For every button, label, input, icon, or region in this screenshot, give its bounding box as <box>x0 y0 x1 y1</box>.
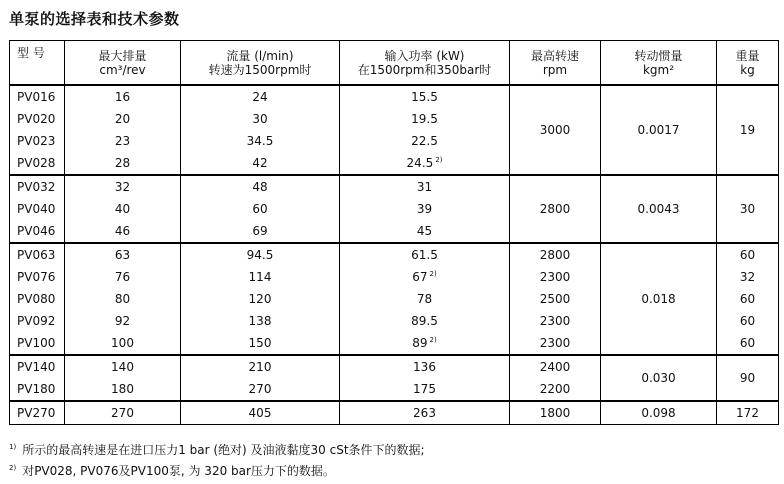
max-speed-cell: 2200 <box>510 378 601 401</box>
flow-cell: 150 <box>181 332 340 355</box>
displacement-cell: 140 <box>65 355 181 378</box>
power-cell <box>340 355 510 378</box>
footnote-mark: 1) <box>9 443 17 451</box>
power-cell <box>340 198 510 220</box>
flow-cell: 24 <box>181 85 340 108</box>
power-value: 15.5 <box>411 90 438 104</box>
power-value: 89 <box>412 336 428 350</box>
power-value: 24.5 <box>406 156 434 170</box>
table-row <box>10 355 779 378</box>
column-header <box>181 41 340 86</box>
displacement-cell: 16 <box>65 85 181 108</box>
weight-cell: 172 <box>717 401 779 425</box>
footnote <box>9 438 425 459</box>
power-cell <box>340 401 510 425</box>
footnote-marker: 2) <box>429 270 437 278</box>
model-cell: PV023 <box>10 130 65 152</box>
model-cell: PV028 <box>10 152 65 175</box>
displacement-cell: 63 <box>65 243 181 266</box>
inertia-cell: 0.018 <box>601 243 717 355</box>
flow-cell: 138 <box>181 310 340 332</box>
model-cell: PV063 <box>10 243 65 266</box>
power-cell <box>340 243 510 266</box>
model-cell: PV016 <box>10 85 65 108</box>
displacement-cell: 270 <box>65 401 181 425</box>
flow-cell: 69 <box>181 220 340 243</box>
table-row <box>10 401 779 425</box>
inertia-cell: 0.098 <box>601 401 717 425</box>
displacement-cell: 76 <box>65 266 181 288</box>
column-header-title: 最大排量 <box>98 48 147 63</box>
power-value: 61.5 <box>411 248 438 262</box>
max-speed-cell: 2400 <box>510 355 601 378</box>
power-cell <box>340 310 510 332</box>
column-header-title: 最高转速 <box>530 48 579 63</box>
model-cell: PV046 <box>10 220 65 243</box>
max-speed-cell: 2800 <box>510 243 601 266</box>
weight-cell: 60 <box>717 243 779 266</box>
model-cell: PV092 <box>10 310 65 332</box>
weight-cell: 60 <box>717 288 779 310</box>
flow-cell: 114 <box>181 266 340 288</box>
inertia-cell: 0.0043 <box>601 175 717 243</box>
column-header-unit: cm³/rev <box>99 62 146 77</box>
power-cell <box>340 378 510 401</box>
table-row <box>10 175 779 198</box>
pump-selection-table <box>9 40 779 425</box>
displacement-cell: 80 <box>65 288 181 310</box>
inertia-cell: 0.0017 <box>601 85 717 175</box>
power-cell <box>340 175 510 198</box>
model-cell: PV140 <box>10 355 65 378</box>
max-speed-cell: 2800 <box>510 175 601 243</box>
column-header <box>601 41 717 86</box>
weight-cell: 90 <box>717 355 779 401</box>
displacement-cell: 23 <box>65 130 181 152</box>
displacement-cell: 46 <box>65 220 181 243</box>
max-speed-cell: 2300 <box>510 310 601 332</box>
flow-cell: 60 <box>181 198 340 220</box>
page-title: 单泵的选择表和技术参数 <box>9 10 180 28</box>
column-header-title: 型 号 <box>17 46 45 60</box>
model-cell: PV020 <box>10 108 65 130</box>
displacement-cell: 20 <box>65 108 181 130</box>
displacement-cell: 92 <box>65 310 181 332</box>
flow-cell: 94.5 <box>181 243 340 266</box>
flow-cell: 210 <box>181 355 340 378</box>
power-value: 45 <box>416 224 433 238</box>
table-header-row <box>10 41 779 86</box>
model-cell: PV270 <box>10 401 65 425</box>
power-cell <box>340 152 510 175</box>
weight-cell: 32 <box>717 266 779 288</box>
power-value: 78 <box>416 292 433 306</box>
column-header-unit: kgm² <box>642 62 675 77</box>
displacement-cell: 32 <box>65 175 181 198</box>
power-value: 263 <box>413 406 436 420</box>
inertia-cell: 0.030 <box>601 355 717 401</box>
footnotes <box>9 438 425 480</box>
displacement-cell: 28 <box>65 152 181 175</box>
power-cell <box>340 130 510 152</box>
displacement-cell: 40 <box>65 198 181 220</box>
max-speed-cell: 1800 <box>510 401 601 425</box>
column-header <box>10 41 65 86</box>
power-value: 19.5 <box>411 112 438 126</box>
column-header <box>510 41 601 86</box>
model-cell: PV040 <box>10 198 65 220</box>
flow-cell: 48 <box>181 175 340 198</box>
footnote-text: 所示的最高转速是在进口压力1 bar (绝对) 及油液黏度30 cSt条件下的数据; <box>22 443 425 457</box>
column-header-unit: 转速为1500rpm时 <box>208 62 312 77</box>
max-speed-cell: 2300 <box>510 266 601 288</box>
power-cell <box>340 266 510 288</box>
power-value: 22.5 <box>411 134 438 148</box>
column-header-title: 转动惯量 <box>634 48 683 63</box>
flow-cell: 42 <box>181 152 340 175</box>
column-header <box>65 41 181 86</box>
weight-cell: 60 <box>717 332 779 355</box>
weight-cell: 19 <box>717 85 779 175</box>
model-cell: PV076 <box>10 266 65 288</box>
column-header <box>717 41 779 86</box>
flow-cell: 120 <box>181 288 340 310</box>
column-header-unit: rpm <box>542 62 568 77</box>
model-cell: PV100 <box>10 332 65 355</box>
model-cell: PV080 <box>10 288 65 310</box>
column-header-unit: 在1500rpm和350bar时 <box>357 62 492 77</box>
displacement-cell: 180 <box>65 378 181 401</box>
flow-cell: 30 <box>181 108 340 130</box>
max-speed-cell: 2500 <box>510 288 601 310</box>
max-speed-cell: 3000 <box>510 85 601 175</box>
column-header-title: 重量 <box>735 48 760 63</box>
model-cell: PV180 <box>10 378 65 401</box>
footnote <box>9 459 425 480</box>
power-cell <box>340 85 510 108</box>
power-value: 67 <box>412 270 428 284</box>
weight-cell: 60 <box>717 310 779 332</box>
footnote-text: 对PV028, PV076及PV100泵, 为 320 bar压力下的数据。 <box>22 464 335 478</box>
table-row <box>10 243 779 266</box>
column-header <box>340 41 510 86</box>
footnote-marker: 2) <box>435 156 443 164</box>
flow-cell: 405 <box>181 401 340 425</box>
power-value: 31 <box>416 180 433 194</box>
power-value: 175 <box>413 382 436 396</box>
power-value: 136 <box>413 360 436 374</box>
column-header-unit: kg <box>740 62 755 77</box>
power-cell <box>340 220 510 243</box>
footnote-mark: 2) <box>9 464 17 472</box>
power-value: 89.5 <box>411 314 438 328</box>
weight-cell: 30 <box>717 175 779 243</box>
max-speed-cell: 2300 <box>510 332 601 355</box>
power-cell <box>340 332 510 355</box>
power-cell <box>340 108 510 130</box>
power-cell <box>340 288 510 310</box>
flow-cell: 34.5 <box>181 130 340 152</box>
table-row <box>10 85 779 108</box>
column-header-title: 流量 (l/min) <box>226 48 294 63</box>
displacement-cell: 100 <box>65 332 181 355</box>
footnote-marker: 2) <box>429 336 437 344</box>
column-header-title: 输入功率 (kW) <box>384 48 465 63</box>
flow-cell: 270 <box>181 378 340 401</box>
model-cell: PV032 <box>10 175 65 198</box>
power-value: 39 <box>416 202 433 216</box>
